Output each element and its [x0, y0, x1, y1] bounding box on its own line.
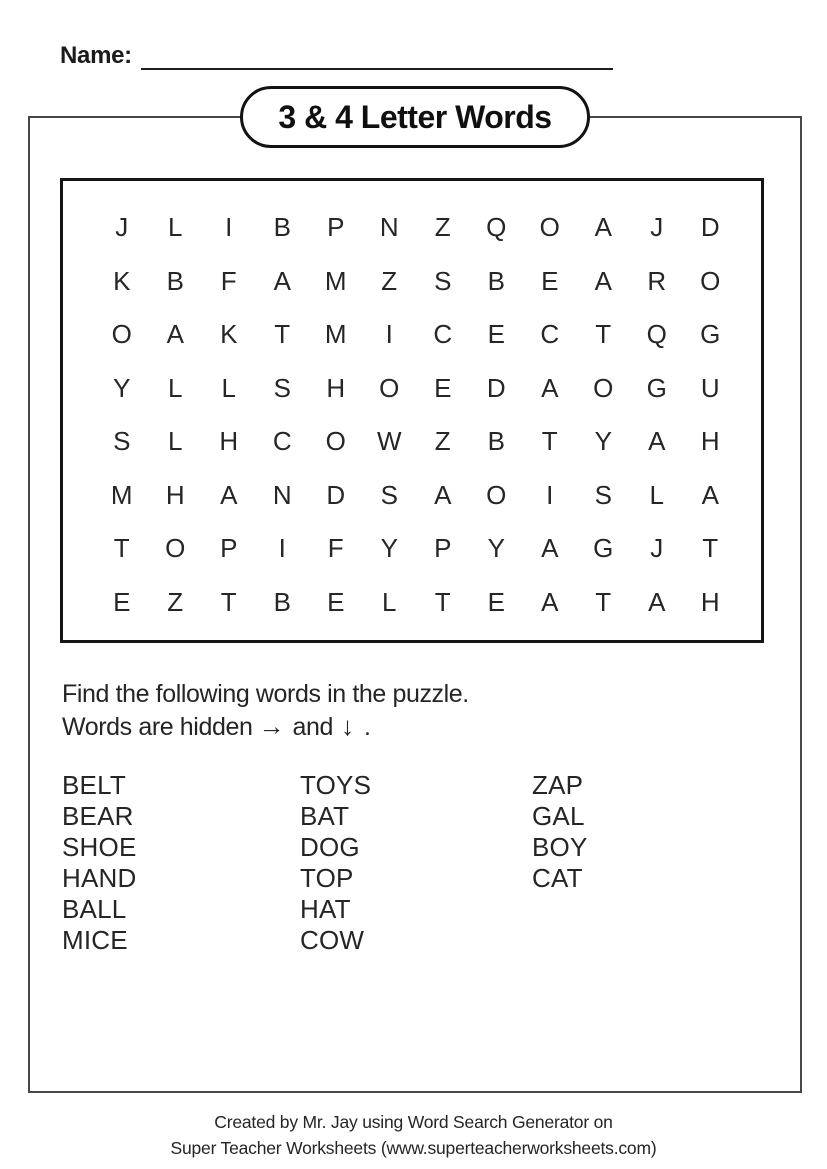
grid-letter: L — [168, 212, 183, 243]
word-item: BALL — [62, 894, 127, 924]
grid-letter: A — [434, 479, 452, 510]
grid-letter: J — [650, 533, 664, 564]
grid-letter: N — [379, 212, 399, 243]
grid-letter: O — [379, 372, 400, 403]
grid-letter: K — [113, 265, 131, 296]
title-pill — [240, 86, 590, 148]
word-column — [300, 770, 371, 956]
grid-letter: B — [166, 265, 184, 296]
grid-letter: O — [700, 265, 721, 296]
grid-letter: T — [595, 586, 612, 617]
instructions-line-2 — [62, 710, 469, 743]
footer-line-1: Created by Mr. Jay using Word Search Generator on — [214, 1112, 613, 1132]
grid-letter: L — [649, 479, 664, 510]
down-arrow-icon: ↓ — [341, 711, 354, 741]
grid-letter: B — [273, 212, 291, 243]
grid-letter: Q — [646, 319, 667, 350]
grid-letter: A — [541, 372, 559, 403]
name-row — [60, 42, 620, 70]
grid-letter: P — [327, 212, 345, 243]
footer-credit — [0, 1109, 827, 1161]
grid-letter: B — [273, 586, 291, 617]
grid-letter: E — [487, 319, 505, 350]
grid-letter: P — [434, 533, 452, 564]
grid-letter: L — [382, 586, 397, 617]
word-item: MICE — [62, 925, 128, 955]
grid-letter: E — [487, 586, 505, 617]
grid-letter: A — [701, 479, 719, 510]
grid-letter: F — [327, 533, 344, 564]
word-item: HAT — [300, 894, 351, 924]
grid-letter: M — [324, 265, 347, 296]
grid-letter: Z — [434, 212, 451, 243]
grid-letter: M — [110, 479, 133, 510]
grid-letter: G — [700, 319, 721, 350]
grid-letter: W — [376, 426, 402, 457]
grid-letter: M — [324, 319, 347, 350]
grid-letter: I — [546, 479, 554, 510]
word-item: ZAP — [532, 770, 584, 800]
grid-letter: H — [326, 372, 346, 403]
grid-letter: C — [433, 319, 453, 350]
grid-letter: A — [541, 586, 559, 617]
grid-letter: O — [539, 212, 560, 243]
grid-letter: D — [486, 372, 506, 403]
name-label: Name: — [60, 42, 132, 69]
grid-letter: H — [700, 586, 720, 617]
grid-letter: I — [278, 533, 286, 564]
word-item: GAL — [532, 801, 585, 831]
grid-letter: Y — [594, 426, 612, 457]
grid-letter: L — [168, 372, 183, 403]
word-column — [532, 770, 588, 894]
grid-letter: U — [700, 372, 720, 403]
grid-letter: Z — [167, 586, 184, 617]
grid-letter: H — [700, 426, 720, 457]
instructions-line-2-prefix: Words are hidden — [62, 713, 253, 741]
instructions-line-2-end: . — [364, 713, 371, 741]
grid-letter: A — [166, 319, 184, 350]
grid-letter: O — [486, 479, 507, 510]
grid-letter: S — [273, 372, 291, 403]
word-item: HAND — [62, 863, 137, 893]
grid-letter: J — [115, 212, 129, 243]
puzzle-grid-box — [60, 178, 764, 643]
grid-letter: F — [220, 265, 237, 296]
grid-letter: T — [434, 586, 451, 617]
word-item: BELT — [62, 770, 126, 800]
grid-letter: T — [541, 426, 558, 457]
word-item: TOP — [300, 863, 354, 893]
word-item: SHOE — [62, 832, 137, 862]
instructions — [62, 678, 469, 743]
grid-letter: K — [220, 319, 238, 350]
word-item: COW — [300, 925, 365, 955]
instructions-line-2-middle: and — [292, 713, 333, 741]
grid-letter: C — [540, 319, 560, 350]
grid-letter: O — [593, 372, 614, 403]
grid-letter: N — [272, 479, 292, 510]
grid-letter: B — [487, 265, 505, 296]
grid-letter: T — [220, 586, 237, 617]
grid-letter: T — [702, 533, 719, 564]
instructions-line-1: Find the following words in the puzzle. — [62, 680, 469, 708]
grid-letter: E — [113, 586, 131, 617]
page-title: 3 & 4 Letter Words — [278, 98, 552, 135]
grid-letter: Z — [381, 265, 398, 296]
grid-letter: H — [165, 479, 185, 510]
grid-letter: S — [380, 479, 398, 510]
grid-letter: A — [220, 479, 238, 510]
grid-letter: A — [648, 426, 666, 457]
grid-letter: A — [648, 586, 666, 617]
grid-letter: D — [700, 212, 720, 243]
grid-letter: L — [221, 372, 236, 403]
grid-letter: Y — [487, 533, 505, 564]
grid-letter: S — [113, 426, 131, 457]
grid-letter: H — [219, 426, 239, 457]
word-column — [62, 770, 136, 956]
word-item: DOG — [300, 832, 360, 862]
grid-letter: A — [594, 212, 612, 243]
grid-letter: Y — [380, 533, 398, 564]
grid-letter: E — [327, 586, 345, 617]
grid-letter: J — [650, 212, 664, 243]
grid-letter: A — [541, 533, 559, 564]
word-item: CAT — [532, 863, 583, 893]
grid-letter: T — [595, 319, 612, 350]
grid-letter: L — [168, 426, 183, 457]
grid-letter: A — [594, 265, 612, 296]
word-item: TOYS — [300, 770, 372, 800]
grid-letter: P — [220, 533, 238, 564]
puzzle-grid — [95, 201, 737, 629]
grid-letter: Q — [486, 212, 507, 243]
grid-letter: B — [487, 426, 505, 457]
grid-letter: Z — [434, 426, 451, 457]
grid-letter: I — [225, 212, 233, 243]
grid-letter: G — [593, 533, 614, 564]
grid-letter: E — [434, 372, 452, 403]
footer-line-2: Super Teacher Worksheets (www.superteacherworksheets.com) — [170, 1138, 657, 1158]
grid-letter: A — [273, 265, 291, 296]
grid-letter: S — [434, 265, 452, 296]
grid-letter: O — [111, 319, 132, 350]
word-item: BAT — [300, 801, 350, 831]
grid-letter: O — [165, 533, 186, 564]
grid-letter: T — [274, 319, 291, 350]
name-write-line — [141, 42, 613, 70]
grid-letter: G — [646, 372, 667, 403]
right-arrow-icon: → — [258, 711, 285, 741]
grid-letter: T — [113, 533, 130, 564]
grid-letter: I — [385, 319, 393, 350]
word-item: BOY — [532, 832, 588, 862]
grid-letter: R — [647, 265, 667, 296]
grid-letter: O — [325, 426, 346, 457]
grid-letter: C — [272, 426, 292, 457]
grid-letter: Y — [113, 372, 131, 403]
grid-letter: S — [594, 479, 612, 510]
word-list — [62, 770, 762, 970]
grid-letter: D — [326, 479, 346, 510]
grid-letter: E — [541, 265, 559, 296]
word-item: BEAR — [62, 801, 134, 831]
